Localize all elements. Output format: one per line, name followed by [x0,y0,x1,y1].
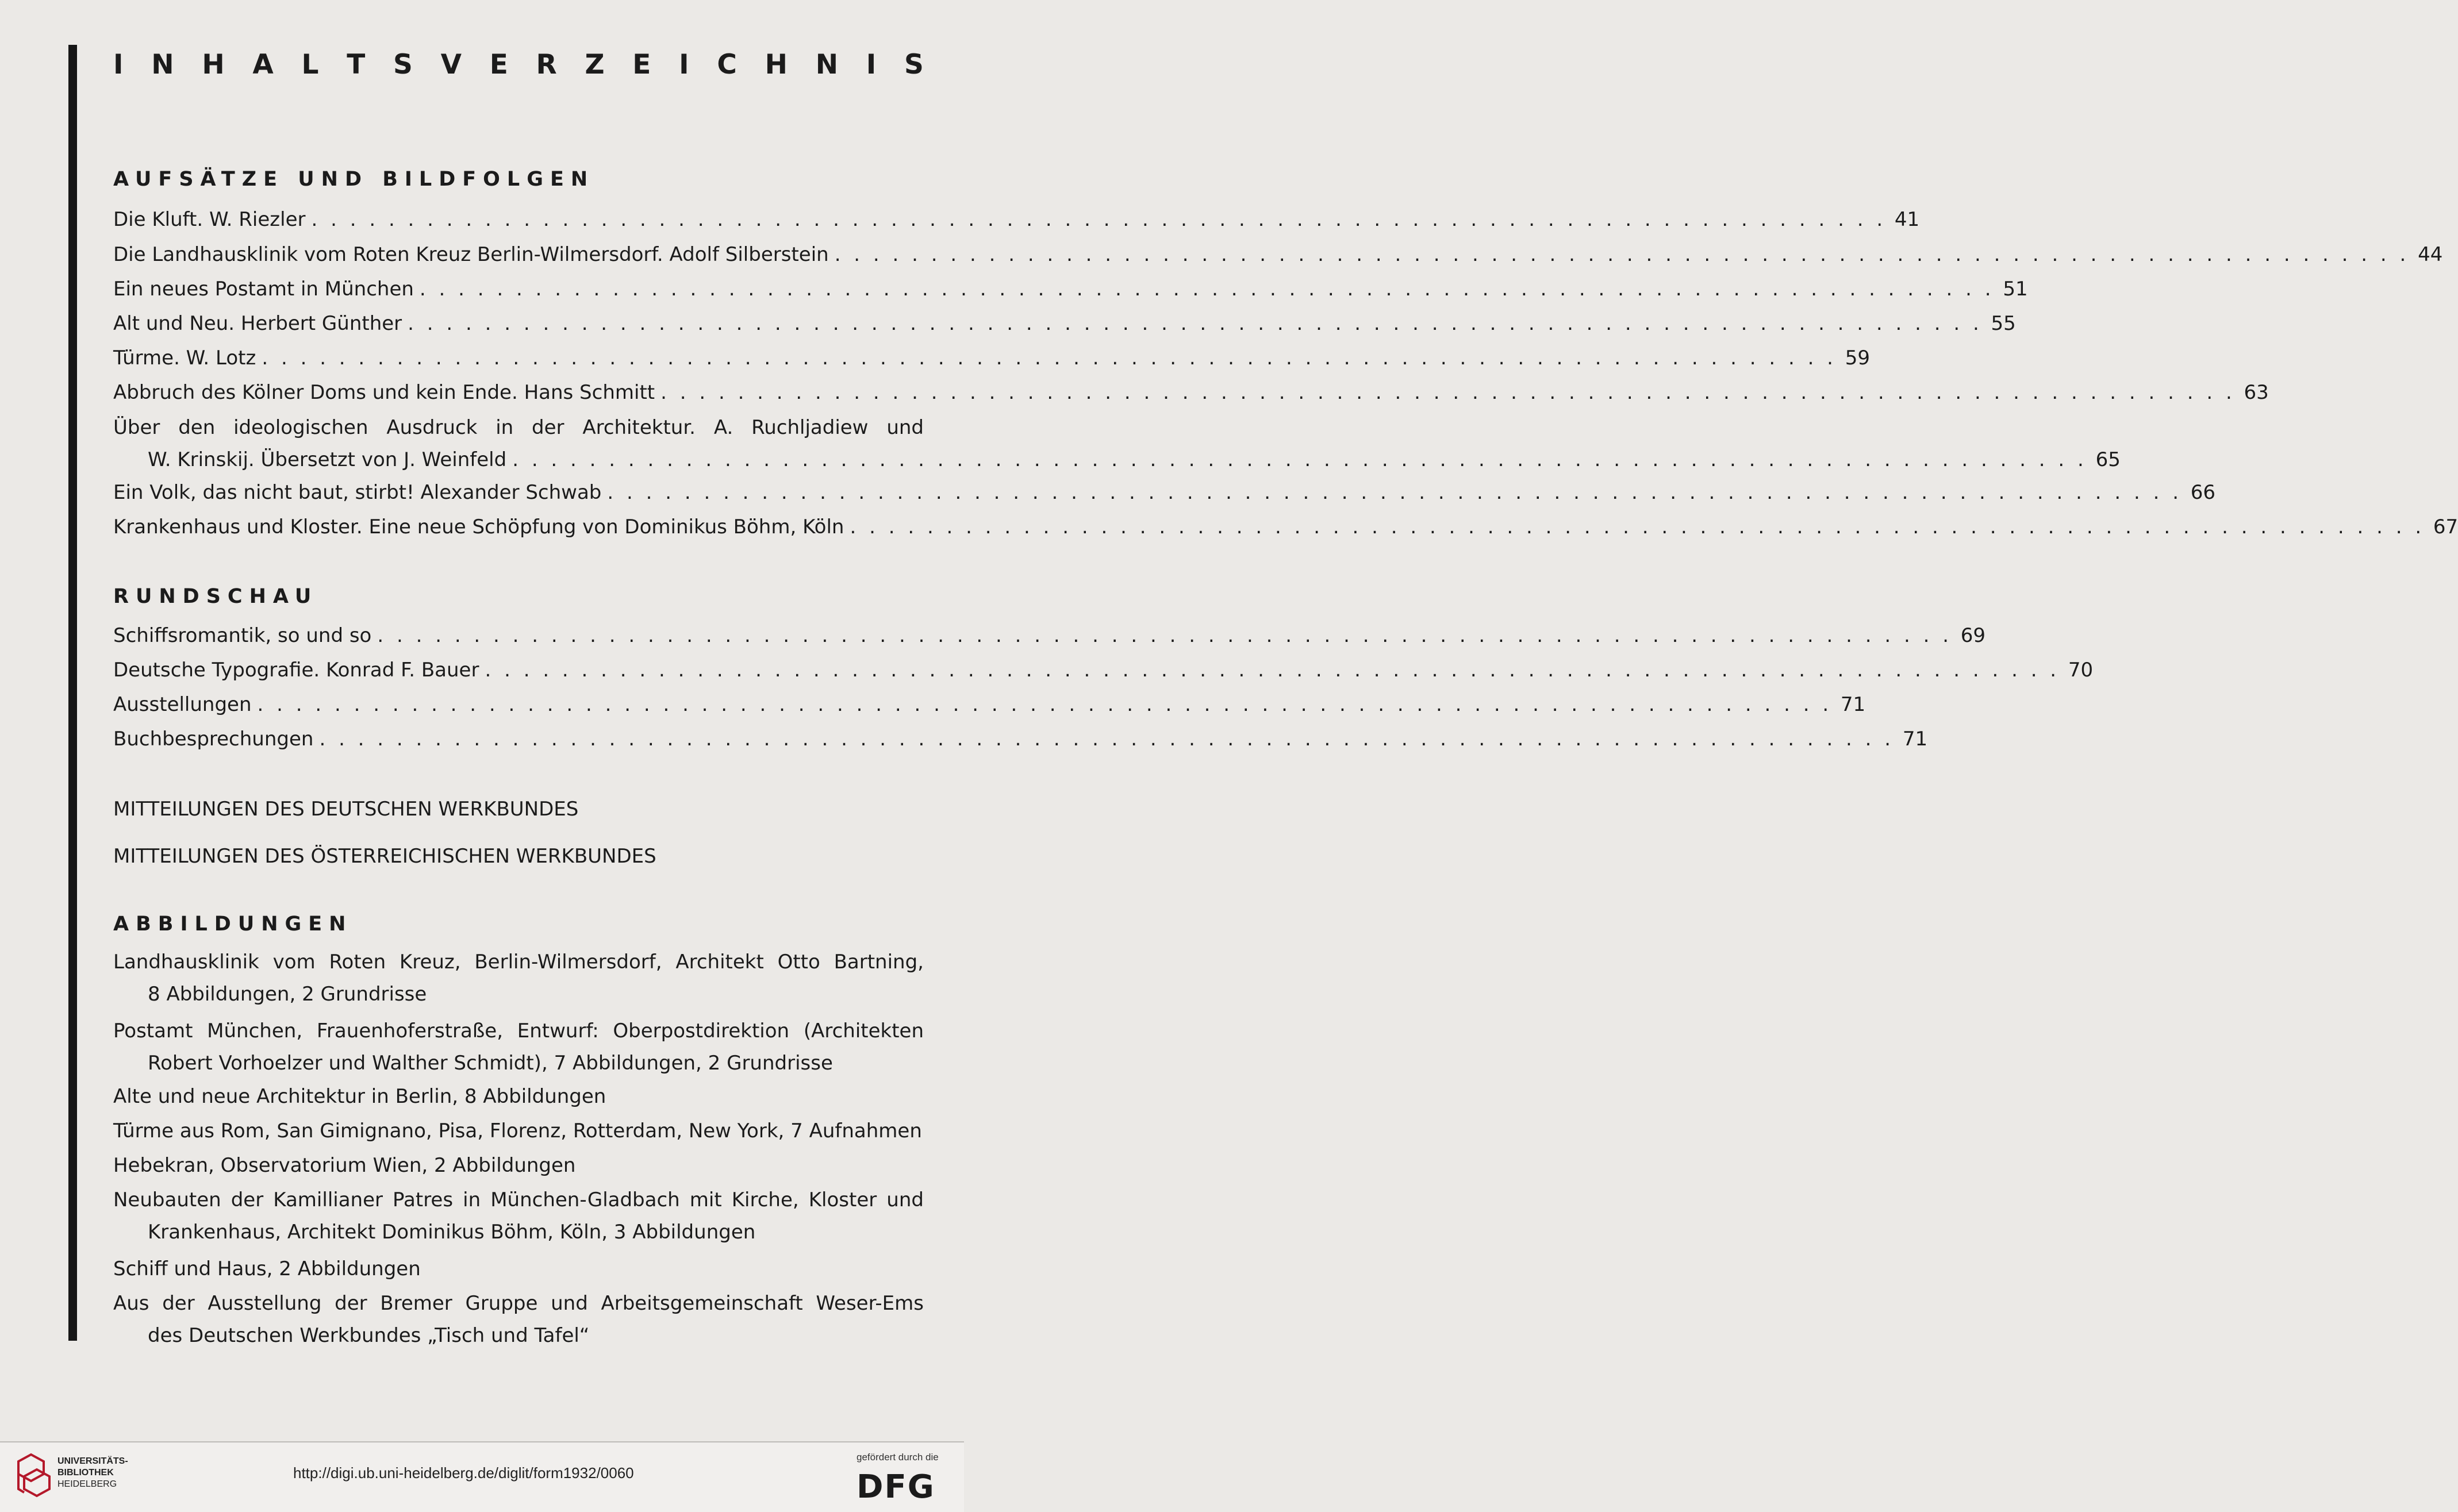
title-letter: A [252,49,274,80]
illustration-entry-line2: Krankenhaus, Architekt Dominikus Böhm, Köln, 3 Abbildungen [148,1221,756,1244]
toc-entry [113,345,1870,371]
toc-entry [113,276,2028,302]
toc-entry-page: 55 [1991,312,2016,335]
library-name-line1: UNIVERSITÄTS- [57,1456,128,1466]
title-letter: R [536,49,557,80]
leader-dots: . . . . . . . . . . . . . . . . . . . . . . . . . . . . . . . . . . . . . . . . . . . . . . . . . . . . . . . . . . . . . . . . . . . . . . . . . . . . . . . . . . [377,624,1953,647]
title-letter: S [904,49,924,80]
title-letter: C [717,49,737,80]
toc-entry-title-line1: Über den ideologischen Ausdruck in der Architektur. A. Ruchljadiew und [113,416,924,439]
illustration-entry [113,1253,924,1285]
toc-entry-title: Ein neues Postamt in München [113,278,414,301]
toc-entry-title: Ein Volk, das nicht baut, stirbt! Alexander Schwab [113,481,602,504]
toc-entry-title: Ausstellungen [113,693,252,716]
toc-entry-page: 71 [1840,693,1866,716]
title-letter: E [489,49,508,80]
section-heading-aufsaetze: AUFSÄTZE UND BILDFOLGEN [113,168,595,191]
toc-entry-page: 66 [2190,481,2216,504]
leader-dots: . . . . . . . . . . . . . . . . . . . . . . . . . . . . . . . . . . . . . . . . . . . . . . . . . . . . . . . . . . . . . . . . . . . . . . . . . . . . . . . . . . [512,448,2087,471]
title-letter: I [679,49,689,80]
toc-entry-title-line2: W. Krinskij. Übersetzt von J. Weinfeld [148,448,507,471]
toc-entry [113,380,2269,405]
toc-entry-title: Abbruch des Kölner Doms und kein Ende. Hans Schmitt [113,381,655,404]
leader-dots: . . . . . . . . . . . . . . . . . . . . . . . . . . . . . . . . . . . . . . . . . . . . . . . . . . . . . . . . . . . . . . . . . . . . . . . . . . . . . . . . . . [311,208,1887,231]
leader-dots: . . . . . . . . . . . . . . . . . . . . . . . . . . . . . . . . . . . . . . . . . . . . . . . . . . . . . . . . . . . . . . . . . . . . . . . . . . . . . . . . . . [262,347,1837,370]
toc-entry-title: Buchbesprechungen [113,728,314,751]
leader-dots: . . . . . . . . . . . . . . . . . . . . . . . . . . . . . . . . . . . . . . . . . . . . . . . . . . . . . . . . . . . . . . . . . . . . . . . . . . . . . . . . . . [850,515,2425,538]
toc-entry-page: 70 [2068,659,2094,682]
toc-entry-page: 41 [1894,208,1920,231]
section-heading-rundschau: RUNDSCHAU [113,585,318,608]
title-letter: E [632,49,651,80]
title-letter: N [815,49,839,80]
toc-entry-title: Deutsche Typografie. Konrad F. Bauer [113,659,479,682]
toc-entry-line2 [113,444,2121,476]
illustration-entry-line2: Robert Vorhoelzer und Walther Schmidt), 7 Abbildungen, 2 Grundrisse [148,1052,833,1075]
illustration-entry-line2: 8 Abbildungen, 2 Grundrisse [148,983,427,1006]
toc-entry [113,411,2121,476]
illustration-entry-line1: Hebekran, Observatorium Wien, 2 Abbildungen [113,1154,576,1177]
leader-dots: . . . . . . . . . . . . . . . . . . . . . . . . . . . . . . . . . . . . . . . . . . . . . . . . . . . . . . . . . . . . . . . . . . . . . . . . . . . . . . . . . . [834,243,2410,266]
toc-entry-page: 71 [1902,728,1928,751]
toc-entry [113,207,1920,232]
mitteilungen-dwb: MITTEILUNGEN DES DEUTSCHEN WERKBUNDES [113,798,579,821]
toc-entry [113,311,2016,336]
title-letter: N [151,49,174,80]
illustration-entry-line1: Aus der Ausstellung der Bremer Gruppe und Arbeitsgemeinschaft Weser-Ems [113,1292,924,1315]
leader-dots: . . . . . . . . . . . . . . . . . . . . . . . . . . . . . . . . . . . . . . . . . . . . . . . . . . . . . . . . . . . . . . . . . . . . . . . . . . . . . . . . . . [419,278,1995,301]
library-name [57,1456,128,1490]
mitteilungen-oewb: MITTEILUNGEN DES ÖSTERREICHISCHEN WERKBUNDES [113,845,656,868]
toc-entry-title: Die Landhausklinik vom Roten Kreuz Berlin-Wilmersdorf. Adolf Silberstein [113,243,829,266]
toc-entry-page: 51 [2003,278,2028,301]
illustration-entry [113,1149,924,1182]
toc-entry-page: 69 [1960,624,1986,647]
title-letter: T [347,49,366,80]
leader-dots: . . . . . . . . . . . . . . . . . . . . . . . . . . . . . . . . . . . . . . . . . . . . . . . . . . . . . . . . . . . . . . . . . . . . . . . . . . . . . . . . . . [408,312,1983,335]
leader-dots: . . . . . . . . . . . . . . . . . . . . . . . . . . . . . . . . . . . . . . . . . . . . . . . . . . . . . . . . . . . . . . . . . . . . . . . . . . . . . . . . . . [485,659,2060,682]
toc-entry [113,242,2443,267]
funded-by-label: gefördert durch die [857,1452,939,1463]
illustration-entry-line1: Schiff und Haus, 2 Abbildungen [113,1257,421,1280]
illustration-entry-line1: Landhausklinik vom Roten Kreuz, Berlin-Wilmersdorf, Architekt Otto Bartning, [113,951,924,974]
illustration-entry [113,1080,924,1113]
dfg-logo [857,1468,935,1506]
illustration-entry-line1: Türme aus Rom, San Gimignano, Pisa, Florenz, Rotterdam, New York, 7 Aufnahmen [113,1119,922,1142]
title-letter: V [440,49,462,80]
vertical-rule [68,45,77,1341]
title-letter: H [765,49,788,80]
library-logo-icon [14,1451,54,1503]
toc-entry [113,480,2216,505]
toc-entry [113,623,1986,648]
toc-entry-page: 65 [2095,448,2121,471]
toc-entry-page: 59 [1845,347,1870,370]
illustration-entry [113,1015,924,1079]
title-letter: Z [585,49,605,80]
source-url-link[interactable]: http://digi.ub.uni-heidelberg.de/diglit/form1932/0060 [293,1464,634,1482]
toc-entry-title: Krankenhaus und Kloster. Eine neue Schöpfung von Dominikus Böhm, Köln [113,515,844,538]
toc-entry [113,726,1928,752]
toc-entry-page: 67 [2433,515,2458,538]
library-name-line2: BIBLIOTHEK [57,1468,114,1478]
toc-entry-page: 63 [2244,381,2269,404]
title-letter: I [113,49,124,80]
page-title [113,45,924,85]
toc-entry-page: 44 [2418,243,2443,266]
illustration-entry [113,1184,924,1248]
dfg-logo-text: DFG [857,1468,935,1506]
illustration-entry-line1: Neubauten der Kamillianer Patres in München-Gladbach mit Kirche, Kloster und [113,1188,924,1211]
title-letter: S [393,49,413,80]
illustration-entry [113,1115,924,1147]
toc-entry-title: Türme. W. Lotz [113,347,256,370]
section-heading-abbildungen: ABBILDUNGEN [113,913,353,936]
leader-dots: . . . . . . . . . . . . . . . . . . . . . . . . . . . . . . . . . . . . . . . . . . . . . . . . . . . . . . . . . . . . . . . . . . . . . . . . . . . . . . . . . . [607,481,2183,504]
title-letter: H [202,49,225,80]
leader-dots: . . . . . . . . . . . . . . . . . . . . . . . . . . . . . . . . . . . . . . . . . . . . . . . . . . . . . . . . . . . . . . . . . . . . . . . . . . . . . . . . . . [257,693,1833,716]
leader-dots: . . . . . . . . . . . . . . . . . . . . . . . . . . . . . . . . . . . . . . . . . . . . . . . . . . . . . . . . . . . . . . . . . . . . . . . . . . . . . . . . . . [319,728,1895,751]
toc-entry [113,514,2458,540]
toc-entry [113,692,1866,717]
title-letter: I [866,49,877,80]
title-letter: L [301,49,319,80]
toc-entry-title: Schiffsromantik, so und so [113,624,372,647]
illustration-entry [113,1287,924,1352]
illustration-entry-line2: des Deutschen Werkbundes „Tisch und Tafel“ [148,1324,590,1347]
illustration-entry-line1: Postamt München, Frauenhoferstraße, Entwurf: Oberpostdirektion (Architekten [113,1019,924,1042]
leader-dots: . . . . . . . . . . . . . . . . . . . . . . . . . . . . . . . . . . . . . . . . . . . . . . . . . . . . . . . . . . . . . . . . . . . . . . . . . . . . . . . . . . [660,381,2236,404]
toc-entry-title: Die Kluft. W. Riezler [113,208,306,231]
toc-entry [113,657,2094,683]
toc-entry-title: Alt und Neu. Herbert Günther [113,312,402,335]
illustration-entry-line1: Alte und neue Architektur in Berlin, 8 Abbildungen [113,1085,606,1108]
library-name-line3: HEIDELBERG [57,1479,117,1489]
illustration-entry [113,946,924,1010]
